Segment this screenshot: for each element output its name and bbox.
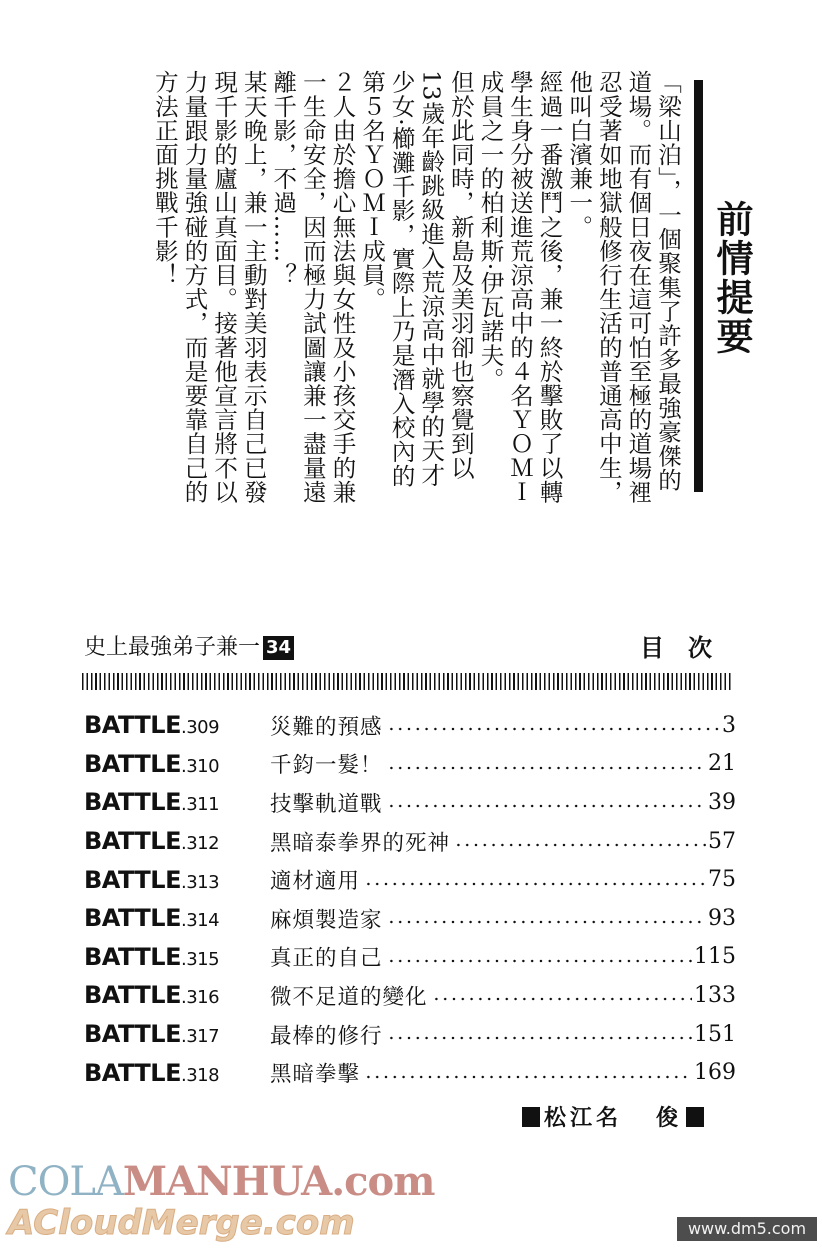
chapter-title: 真正的自己	[270, 946, 383, 972]
page-number: 151	[694, 1021, 736, 1047]
battle-label: BATTLE.309	[84, 711, 220, 740]
page-number: 169	[694, 1060, 736, 1086]
dot-leader	[432, 997, 692, 1001]
summary-paragraph: 經過一番激鬥之後，兼一終於擊敗了以轉學生身分被送進荒涼高中的４名ＹＯＭＩ成員之一的柏利斯·伊瓦諾夫。	[476, 70, 564, 504]
page-number: 93	[708, 905, 736, 931]
dot-leader	[387, 804, 706, 808]
chapter-title: 千鈞一髮！	[270, 753, 383, 779]
site-watermark-badge: www.dm5.com	[677, 1217, 817, 1241]
chapter-title: 微不足道的變化	[270, 984, 428, 1010]
chapter-title: 技擊軌道戰	[270, 791, 383, 817]
dot-leader	[454, 843, 706, 847]
page-number: 21	[708, 751, 736, 777]
chapter-title: 麻煩製造家	[270, 907, 383, 933]
toc-entry[interactable]	[84, 976, 736, 1015]
toc-list	[84, 706, 736, 1092]
dot-leader	[387, 959, 692, 963]
summary-text	[82, 70, 682, 510]
book-title	[84, 630, 294, 661]
chapter-title: 災難的預感	[270, 714, 383, 740]
volume-badge: 34	[263, 636, 294, 660]
toc-entry[interactable]	[84, 899, 736, 938]
toc-entry[interactable]	[84, 860, 736, 899]
black-square-icon	[522, 1107, 540, 1127]
summary-paragraph: 但於此同時，新島及美羽卻也察覺到以13歲年齡跳級進入荒涼高中就學的天才少女·櫛灘千影，實際上乃是潛入校內的第５名ＹＯＭＩ成員。	[358, 70, 475, 488]
battle-label: BATTLE.314	[84, 904, 220, 933]
battle-label: BATTLE.313	[84, 865, 220, 894]
toc-entry[interactable]	[84, 822, 736, 861]
watermark-acloudmerge: ACloudMerge.com	[8, 1203, 355, 1243]
toc-entry[interactable]	[84, 745, 736, 784]
author-given-name: 俊	[656, 1106, 683, 1131]
page-number: 115	[694, 944, 736, 970]
dot-leader	[387, 920, 706, 924]
page-number: 57	[708, 828, 736, 854]
toc-entry[interactable]	[84, 1053, 736, 1092]
page-number: 133	[694, 982, 736, 1008]
battle-label: BATTLE.318	[84, 1058, 220, 1087]
battle-label: BATTLE.315	[84, 942, 220, 971]
battle-label: BATTLE.316	[84, 981, 220, 1010]
toc-entry[interactable]	[84, 706, 736, 745]
dot-leader	[364, 1075, 692, 1079]
dot-leader	[387, 766, 706, 770]
summary-rule	[694, 80, 703, 492]
summary-heading: 前情提要	[710, 200, 753, 356]
author-credit	[522, 1101, 704, 1132]
battle-label: BATTLE.317	[84, 1020, 220, 1049]
toc-entry[interactable]	[84, 938, 736, 977]
tick-divider	[82, 673, 732, 690]
author-surname: 松江名	[544, 1106, 623, 1131]
chapter-title: 黑暗拳擊	[270, 1062, 361, 1088]
battle-label: BATTLE.311	[84, 788, 220, 817]
summary-paragraph: 「梁山泊」，一個聚集了許多最強豪傑的道場。而有個日夜在這可怕至極的道場裡忍受著如地獄般修行生活的普通高中生，他叫白濱兼一。	[565, 70, 682, 504]
watermark-colamanhua: COLAMANHUA.com	[8, 1158, 435, 1205]
toc-heading: 目次	[640, 634, 736, 662]
page-number: 3	[722, 712, 736, 738]
page-number: 39	[708, 789, 736, 815]
toc-entry[interactable]	[84, 1015, 736, 1054]
page-number: 75	[708, 867, 736, 893]
dot-leader	[387, 1036, 692, 1040]
summary-paragraph: ２人由於擔心無法與女性及小孩交手的兼一生命安全，因而極力試圖讓兼一盡量遠離千影，不過……？	[269, 70, 357, 504]
toc-entry[interactable]	[84, 783, 736, 822]
book-title-text: 史上最強弟子兼一	[84, 635, 261, 660]
summary-paragraph: 某天晚上，兼一主動對美羽表示自己已發現千影的廬山真面目。接著他宣言將不以力量跟力量強碰的方式，而是要靠自己的方法正面挑戰千影！	[150, 70, 268, 504]
dot-leader	[364, 882, 706, 886]
battle-label: BATTLE.310	[84, 749, 220, 778]
chapter-title: 最棒的修行	[270, 1023, 383, 1049]
battle-label: BATTLE.312	[84, 827, 220, 856]
chapter-title: 黑暗泰拳界的死神	[270, 830, 451, 856]
dot-leader	[387, 727, 720, 731]
chapter-title: 適材適用	[270, 869, 361, 895]
black-square-icon	[686, 1107, 704, 1127]
